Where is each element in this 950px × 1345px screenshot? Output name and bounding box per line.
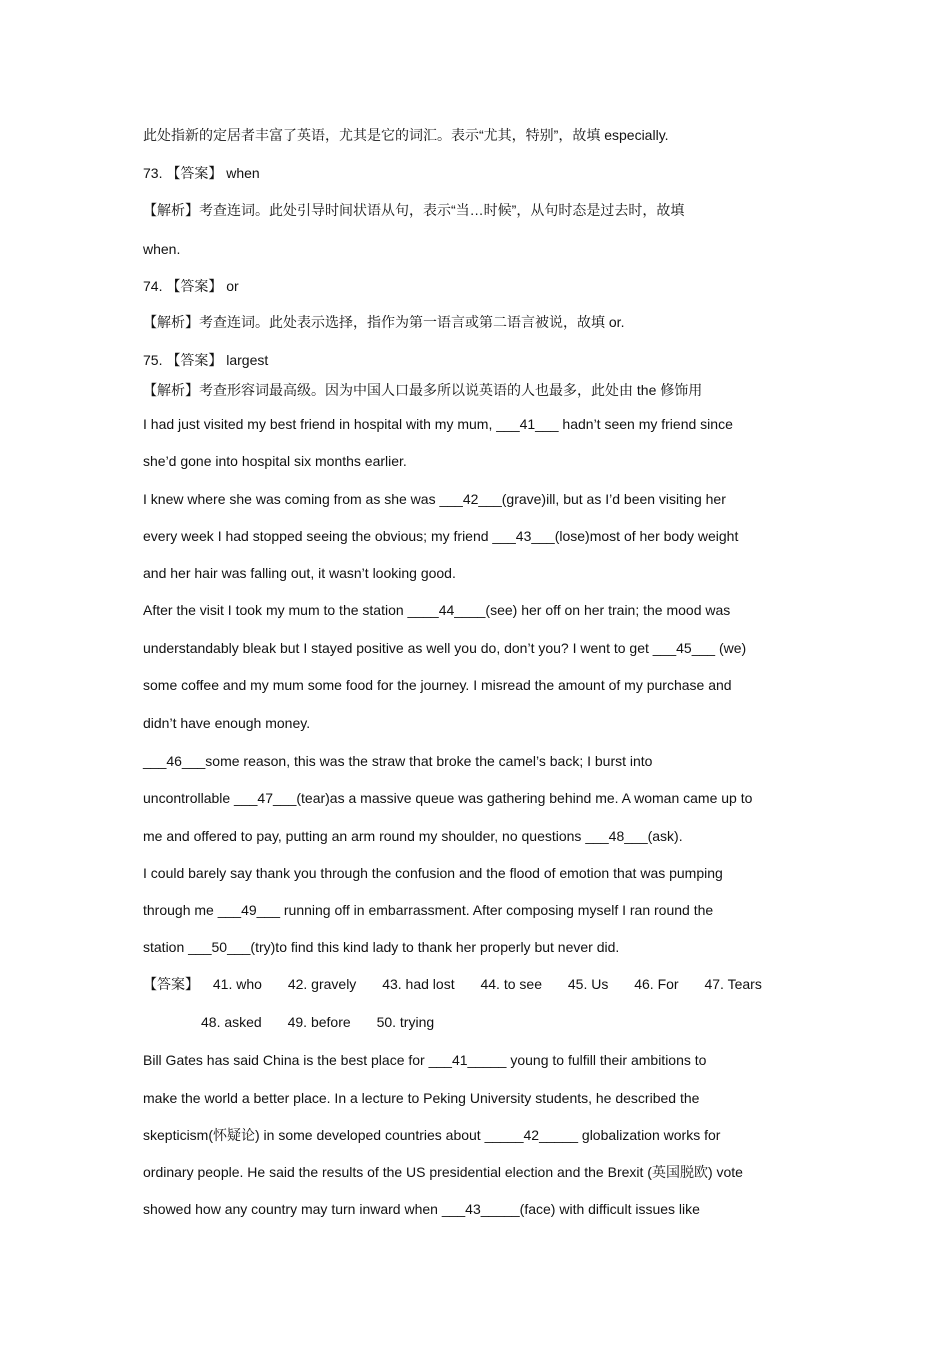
answer-item: 47. Tears bbox=[704, 976, 762, 992]
text-line: 此处指新的定居者丰富了英语，尤其是它的词汇。表示“尤其，特别”，故填 especially. bbox=[143, 127, 669, 143]
passage1-line: ___46___some reason, this was the straw that broke the camel’s back; I burst into bbox=[143, 753, 653, 769]
answer-item: 42. gravely bbox=[287, 976, 357, 992]
answer-item: 44. to see bbox=[480, 976, 542, 992]
answer-74: 74. 【答案】 or bbox=[143, 278, 239, 294]
passage1-line: she’d gone into hospital six months earlier. bbox=[143, 453, 407, 469]
passage2-line: showed how any country may turn inward when ___43_____(face) with difficult issues like bbox=[143, 1201, 700, 1217]
answer-item: 41. who bbox=[212, 976, 262, 992]
answer-item: 45. Us bbox=[567, 976, 609, 992]
answer-73: 73. 【答案】 when bbox=[143, 165, 260, 181]
passage1-line: station ___50___(try)to find this kind lady to thank her properly but never did. bbox=[143, 939, 620, 955]
passage1-line: through me ___49___ running off in embarrassment. After composing myself I ran round the bbox=[143, 902, 714, 918]
passage1-line: After the visit I took my mum to the station ____44____(see) her off on her train; the mood was bbox=[143, 602, 731, 618]
answer-item: 43. had lost bbox=[382, 976, 455, 992]
passage1-line: didn’t have enough money. bbox=[143, 715, 311, 731]
answer-item: 48. asked bbox=[201, 1014, 262, 1030]
passage1-line: uncontrollable ___47___(tear)as a massive queue was gathering behind me. A woman came up to bbox=[143, 790, 753, 806]
passage1-line: understandably bleak but I stayed positive as well you do, don’t you? I went to get ___45___ (we) bbox=[143, 640, 747, 656]
text-line: when. bbox=[143, 241, 181, 257]
explanation-75: 【解析】考查形容词最高级。因为中国人口最多所以说英语的人也最多，此处由 the 修饰用 bbox=[143, 382, 703, 398]
answers-row bbox=[201, 1013, 456, 1031]
passage1-line: every week I had stopped seeing the obvious; my friend ___43___(lose)most of her body weight bbox=[143, 528, 739, 544]
passage1-line: and her hair was falling out, it wasn’t looking good. bbox=[143, 565, 456, 581]
passage1-line: some coffee and my mum some food for the journey. I misread the amount of my purchase and bbox=[143, 677, 732, 693]
passage2-line: Bill Gates has said China is the best place for ___41_____ young to fulfill their ambitions to bbox=[143, 1052, 707, 1068]
explanation-74: 【解析】考查连词。此处表示选择，指作为第一语言或第二语言被说，故填 or. bbox=[143, 314, 625, 330]
answer-item: 46. For bbox=[634, 976, 679, 992]
passage1-line: I knew where she was coming from as she was ___42___(grave)ill, but as I’d been visiting her bbox=[143, 491, 726, 507]
passage1-line: I could barely say thank you through the confusion and the flood of emotion that was pumping bbox=[143, 865, 723, 881]
passage2-line: skepticism(怀疑论) in some developed countries about _____42_____ globalization works for bbox=[143, 1127, 721, 1143]
answers-row bbox=[143, 975, 784, 993]
answer-75: 75. 【答案】 largest bbox=[143, 352, 269, 368]
explanation-73: 【解析】考查连词。此处引导时间状语从句，表示“当…时候”，从句时态是过去时，故填 bbox=[143, 202, 685, 218]
passage2-line: ordinary people. He said the results of the US presidential election and the Brexit (英国脱欧) vote bbox=[143, 1164, 743, 1180]
passage2-line: make the world a better place. In a lecture to Peking University students, he described the bbox=[143, 1090, 700, 1106]
passage1-line: me and offered to pay, putting an arm round my shoulder, no questions ___48___(ask). bbox=[143, 828, 683, 844]
passage1-line: I had just visited my best friend in hospital with my mum, ___41___ hadn’t seen my friend since bbox=[143, 416, 733, 432]
answer-item: 50. trying bbox=[376, 1014, 435, 1030]
answer-item: 49. before bbox=[287, 1014, 351, 1030]
answer-label: 【答案】 bbox=[143, 976, 199, 992]
